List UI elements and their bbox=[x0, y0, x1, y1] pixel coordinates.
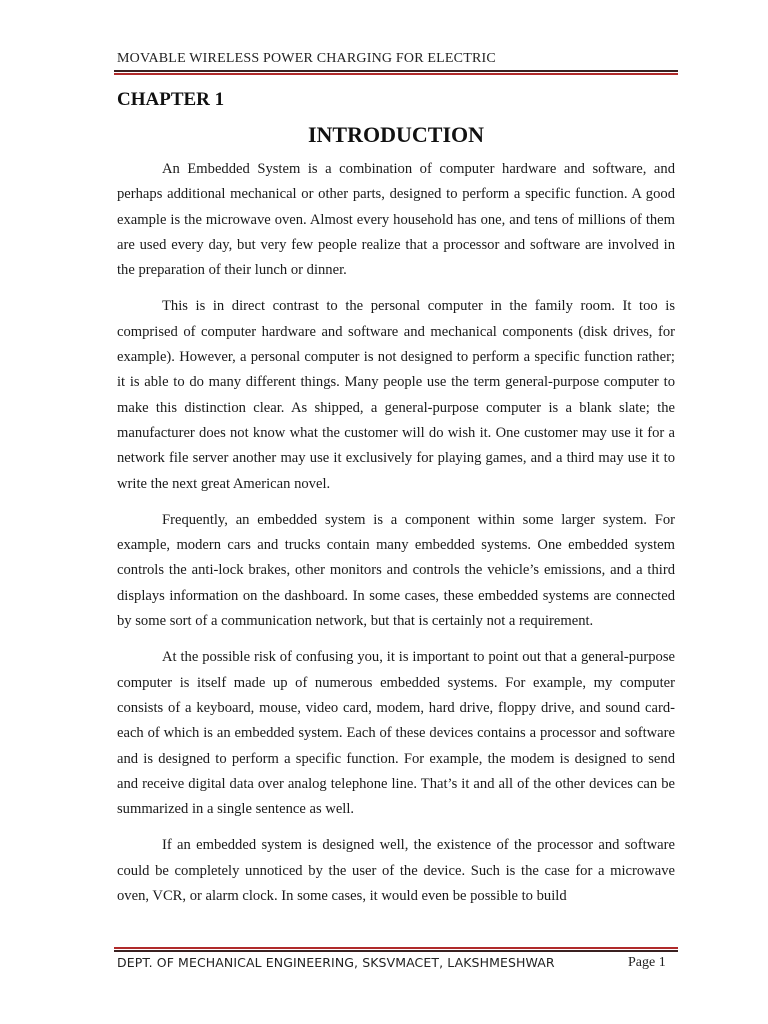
running-header: MOVABLE WIRELESS POWER CHARGING FOR ELECTRIC bbox=[117, 51, 496, 66]
paragraph: At the possible risk of confusing you, it is important to point out that a general-purpose computer is itself made up of numerous embedded systems. For example, my computer consists of a keyboard, mouse, video card, modem, hard drive, floppy drive, and sound card-each of which is an embedded system. Each of these devices contains a processor and software and is designed to perform a specific function. For example, the modem is designed to send and receive digital data over analog telephone line. That’s it and all of the other devices can be summarized in a single sentence as well. bbox=[117, 649, 675, 818]
header-rule-bottom bbox=[114, 73, 678, 75]
paragraph: Frequently, an embedded system is a component within some larger system. For example, modern cars and trucks contain many embedded systems. One embedded system controls the anti-lock brakes, other monitors and controls the vehicle’s emissions, and a third displays information on the dashboard. In some cases, these embedded systems are connected by some sort of a communication network, but that is certainly not a requirement. bbox=[117, 511, 675, 630]
page-number: Page 1 bbox=[628, 955, 666, 970]
footer-department: DEPT. OF MECHANICAL ENGINEERING, SKSVMACET, LAKSHMESHWAR bbox=[117, 955, 555, 970]
footer-rule-bottom bbox=[114, 950, 678, 952]
header-rule-top bbox=[114, 70, 678, 72]
chapter-label: CHAPTER 1 bbox=[117, 89, 225, 110]
paragraph: If an embedded system is designed well, the existence of the processor and software could be completely unnoticed by the user of the device. Such is the case for a microwave oven, VCR, or alarm clock. In some cases, it would even be possible to build bbox=[117, 837, 675, 905]
paragraph: This is in direct contrast to the personal computer in the family room. It too is comprised of computer hardware and software and mechanical components (disk drives, for example). However, a personal computer is not designed to perform a specific function rather; it is able to do many different things. Many people use the term general-purpose computer to make this distinction clear. As shipped, a general-purpose computer is a blank slate; the manufacturer does not know what the customer will do wish it. One customer may use it for a network file server another may use it exclusively for playing games, and a third may use it to write the next great American novel. bbox=[117, 298, 675, 492]
body-text bbox=[117, 157, 675, 920]
chapter-title: INTRODUCTION bbox=[307, 122, 485, 147]
paragraph: An Embedded System is a combination of computer hardware and software, and perhaps additional mechanical or other parts, designed to perform a specific function. A good example is the microwave oven. Almost every household has one, and tens of millions of them are used every day, but very few people realize that a processor and software are involved in the preparation of their lunch or dinner. bbox=[117, 161, 675, 279]
footer-rule-top bbox=[114, 947, 678, 949]
